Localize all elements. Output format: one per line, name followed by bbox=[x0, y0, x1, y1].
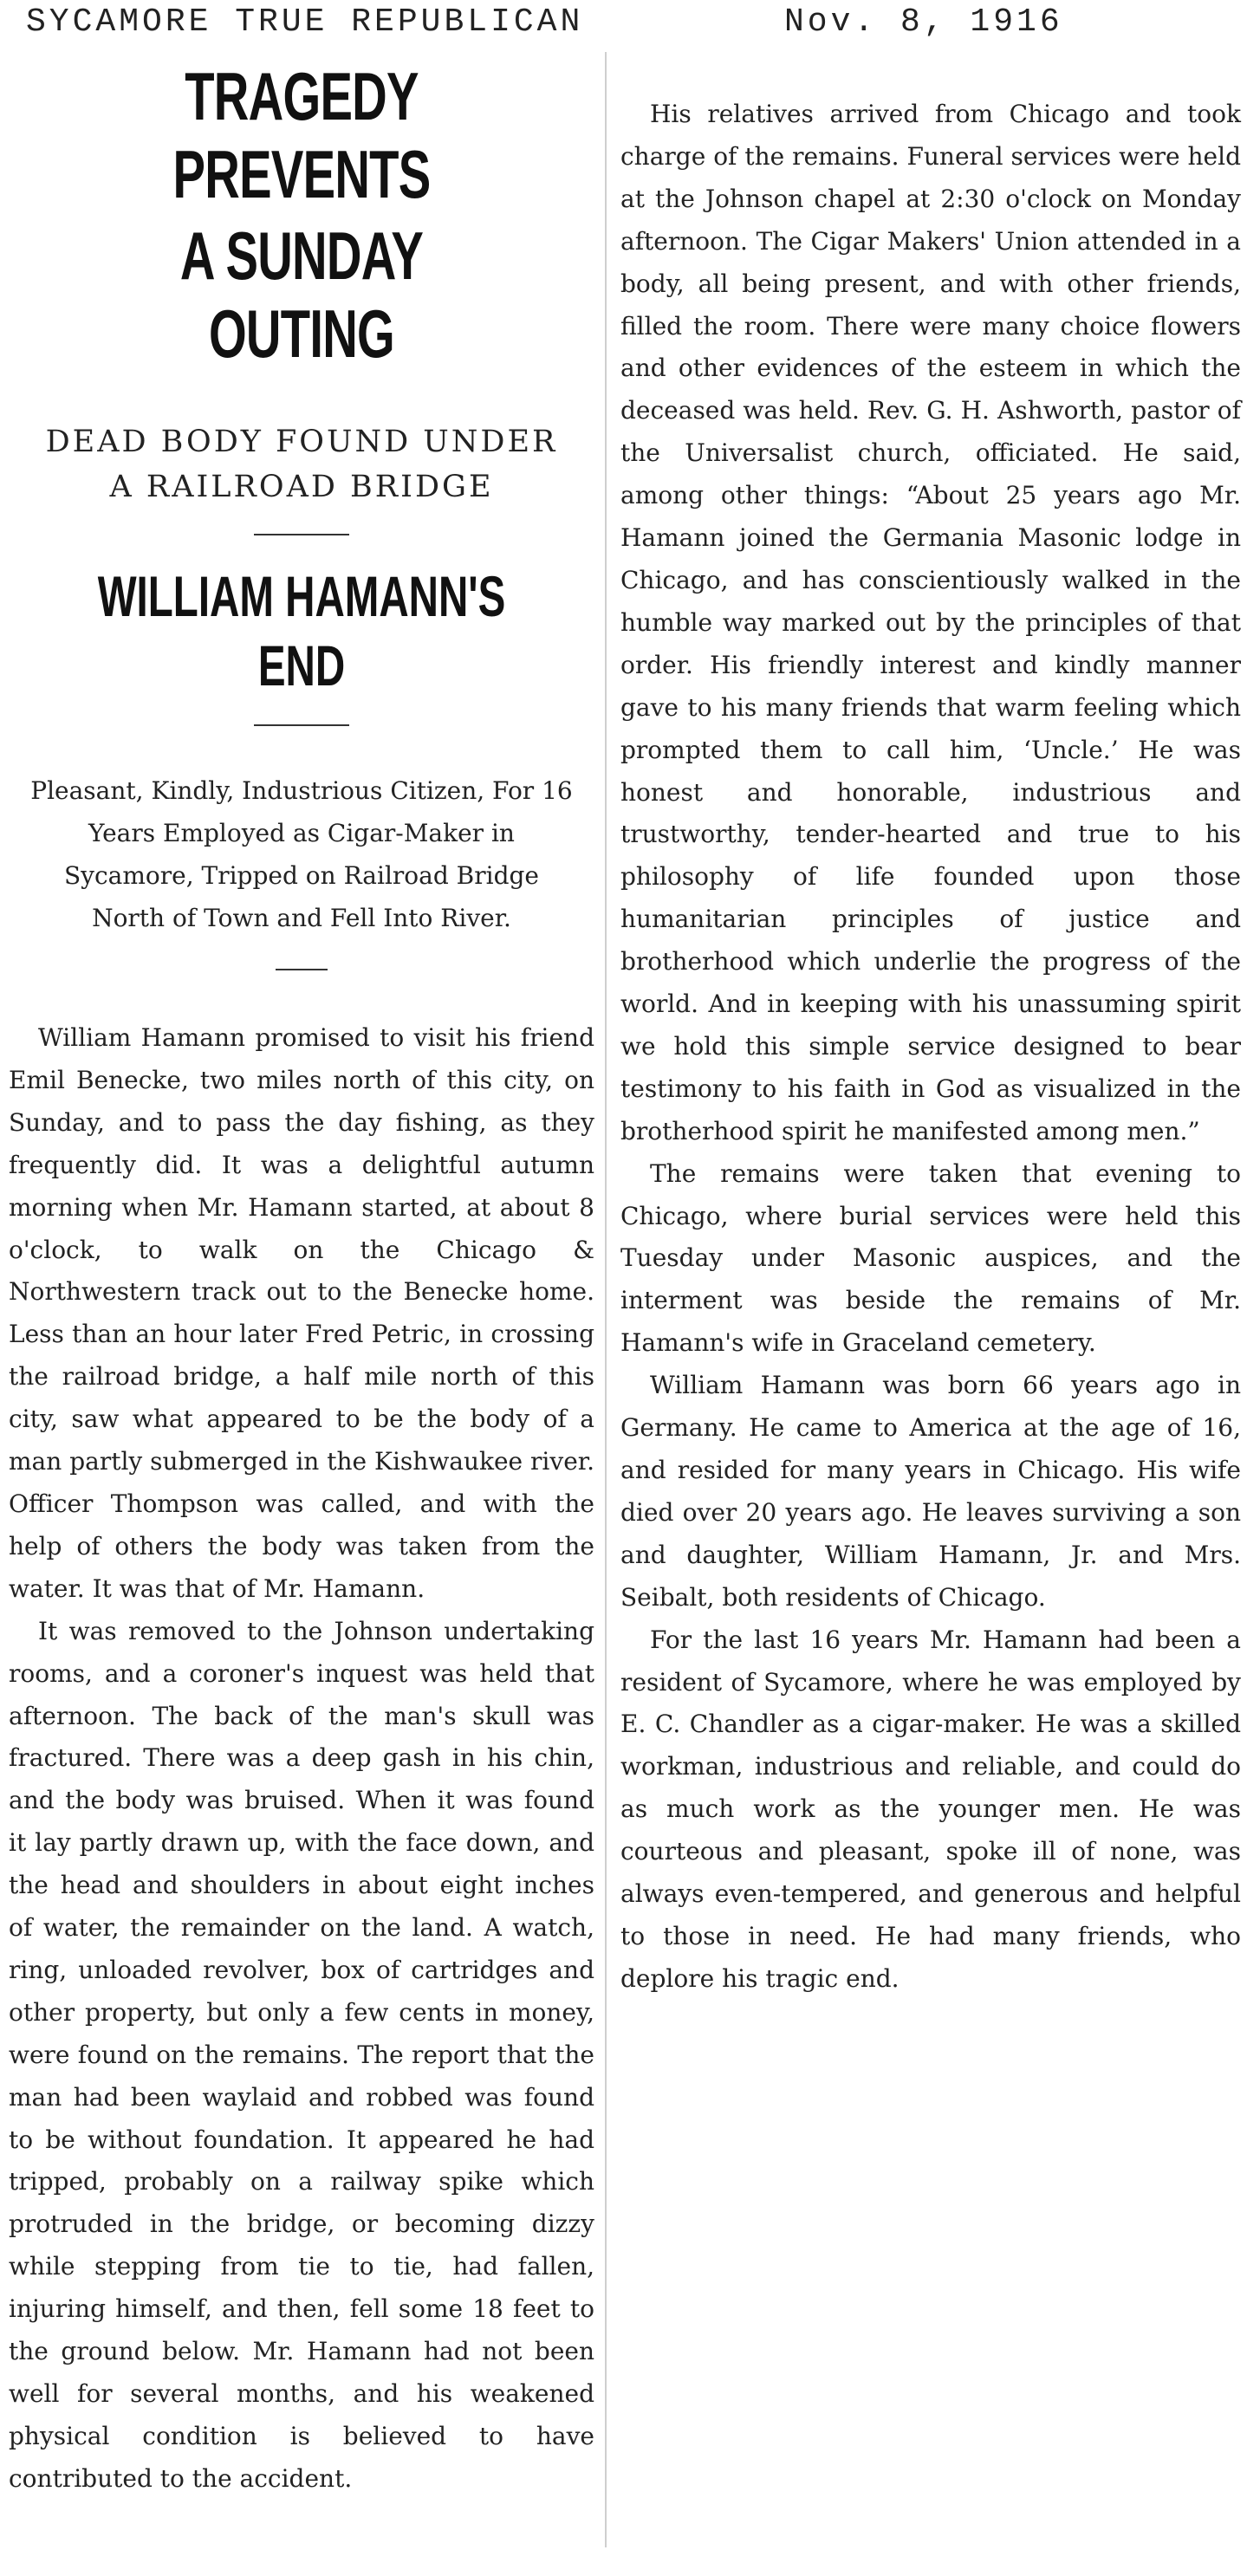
paragraph: William Hamann was born 66 years ago in Germany. He came to America at the age of 16, and resided for many years in Chicago. His wife died over 20 years ago. He leaves surviving a son and daughter, William Hamann, Jr. and Mrs. Seibalt, both residents of Chicago. bbox=[620, 1371, 1241, 1612]
headline-line-1: TRAGEDY PREVENTS bbox=[172, 58, 431, 212]
newspaper-name: SYCAMORE TRUE REPUBLICAN bbox=[26, 3, 584, 41]
deck-line-1: DEAD BODY FOUND UNDER bbox=[45, 425, 558, 459]
right-column bbox=[620, 94, 1241, 2001]
left-column bbox=[9, 57, 594, 2501]
paragraph: The remains were taken that evening to Chicago, where burial services were held this Tuesday under Masonic auspices, and the interment was beside the remains of Mr. Hamann's wife in Graceland cemetery. bbox=[620, 1158, 1241, 1358]
paragraph: It was removed to the Johnson undertaking rooms, and a coroner's inquest was held that afternoon. The back of the man's skull was fractured. There was a deep gash in his chin, and the body was bruised. When it was found it lay partly drawn up, with the face down, and the head and shoulders in about eight inches of water, the remainder on the land. A watch, ring, unloaded revolver, box of cartridges and other property, but only a few cents in money, were found on the remains. The report that the man had been waylaid and robbed was found to be without foundation. It appeared he had tripped, probably on a railway spike which protruded in the bridge, or becoming dizzy while stepping from tie to tie, had fallen, injuring himself, and then, fell some 18 feet to the ground below. Mr. Hamann had not been well for several months, and his weakened physical condition is believed to have contributed to the accident. bbox=[9, 1616, 594, 2493]
divider-rule bbox=[254, 534, 349, 535]
masthead bbox=[26, 3, 1205, 42]
paragraph: William Hamann promised to visit his friend Emil Benecke, two miles north of this city, on Sunday, and to pass the day fishing, as they frequently did. It was a delightful autumn morning when Mr. Hamann started, at about 8 o'clock, to walk on the Chicago & Northwestern track out to the Benecke home. Less than an hour later Fred Petric, in crossing the railroad bridge, a half mile north of this city, saw what appeared to be the body of a man partly submerged in the Kishwaukee river. Officer Thompson was called, and with the help of others the body was taken from the water. It was that of Mr. Hamann. bbox=[9, 1023, 594, 1603]
column-divider bbox=[605, 52, 607, 2547]
article-body-right bbox=[620, 94, 1241, 2001]
paragraph: His relatives arrived from Chicago and took charge of the remains. Funeral services were held at the Johnson chapel at 2:30 o'clock on Monday afternoon. The Cigar Makers' Union attended in a body, all being present, and with other friends, filled the room. There were many choice flowers and other evidences of the esteem in which the deceased was held. Rev. G. H. Ashworth, pastor of the Universalist church, officiated. He said, among other things: “About 25 years ago Mr. Hamann joined the Germania Masonic lodge in Chicago, and has conscientiously walked in the humble way marked out by the principles of that order. His friendly interest and kindly manner gave to his many friends that warm feeling which prompted them to call him, ‘Uncle.’ He was honest and honorable, industrious and trustworthy, tender-hearted and true to his philosophy of life founded upon those humanitarian principles of justice and brotherhood which underlie the progress of the world. And in keeping with his unassuming spirit we hold this simple service designed to bear testimony to his faith in God as visualized in the brotherhood spirit he manifested among men.” bbox=[620, 100, 1241, 1145]
summary-deck: Pleasant, Kindly, Industrious Citizen, For 16 Years Employed as Cigar-Maker in Sycamore, Tripped on Railroad Bridge North of Town and Fell Into River. bbox=[30, 776, 573, 932]
subhead: WILLIAM HAMANN'S END bbox=[97, 564, 506, 698]
deck bbox=[9, 419, 594, 509]
divider-rule bbox=[276, 969, 328, 970]
divider-rule bbox=[254, 724, 349, 726]
deck-line-2: A RAILROAD BRIDGE bbox=[109, 470, 494, 504]
paragraph: For the last 16 years Mr. Hamann had been a resident of Sycamore, where he was employed by E. C. Chandler as a cigar-maker. He was a skilled workman, industrious and reliable, and could do as much work as the younger men. He was courteous and pleasant, spoke ill of none, was always even-tempered, and generous and helpful to those in need. He had many friends, who deplore his tragic end. bbox=[620, 1625, 1241, 1993]
publication-date: Nov. 8, 1916 bbox=[784, 3, 1063, 41]
article-body-left bbox=[9, 1017, 594, 2501]
headline-line-2: A SUNDAY OUTING bbox=[179, 217, 424, 372]
